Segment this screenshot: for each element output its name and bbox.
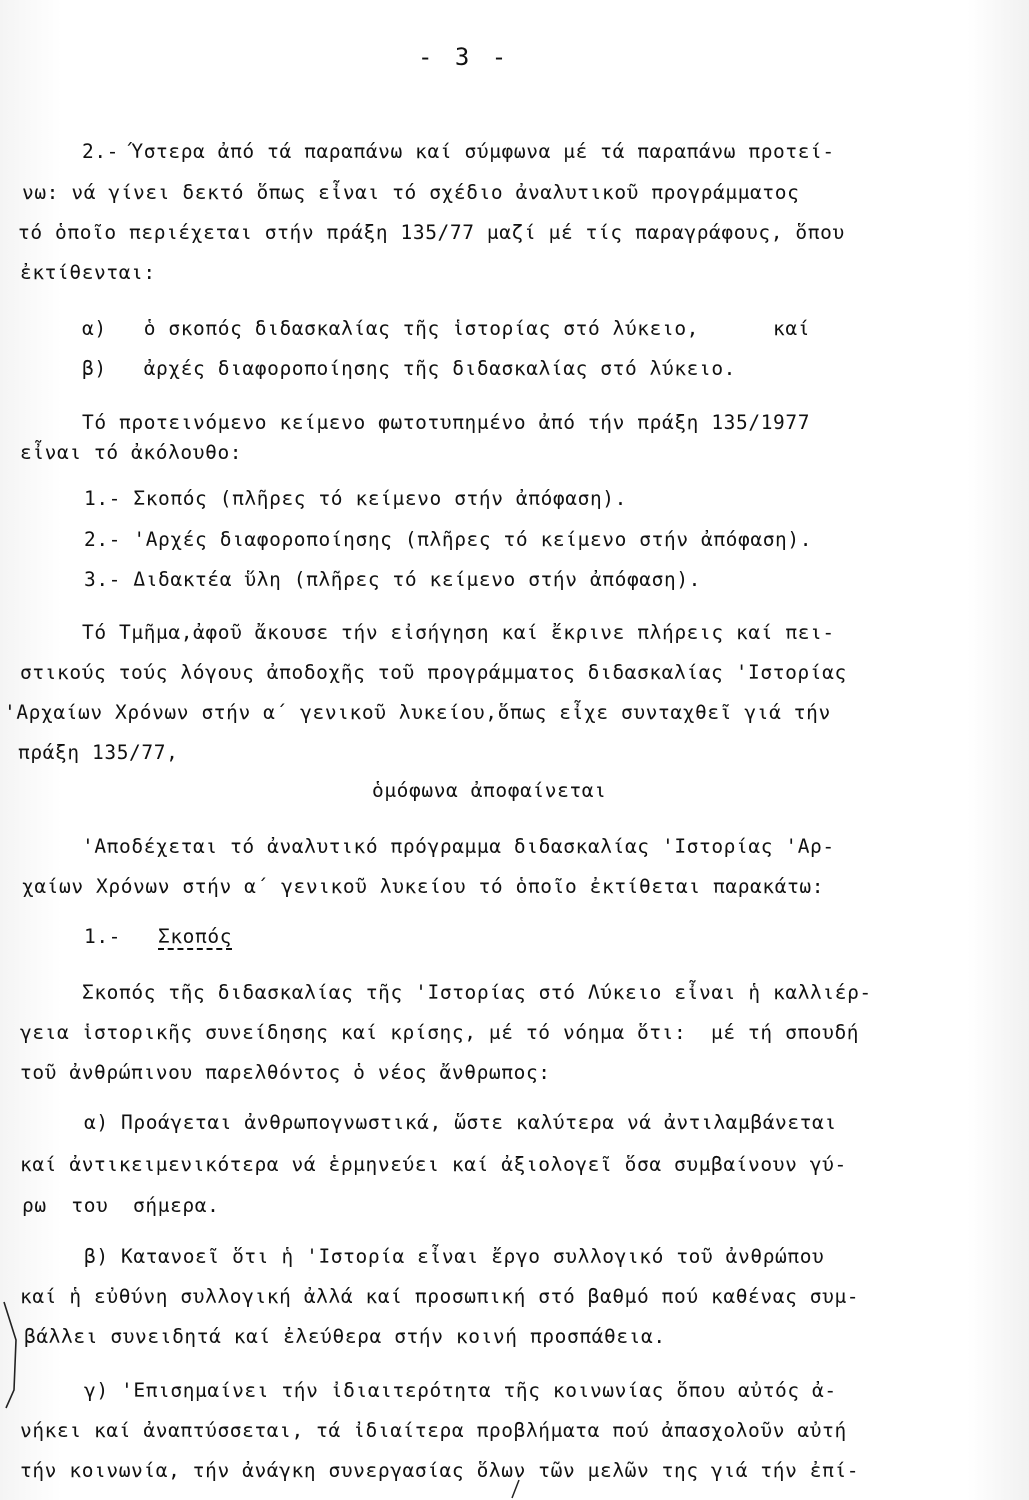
text-line: Τό προτεινόμενο κείμενο φωτοτυπημένο ἀπό τήν πράξη 135/1977 bbox=[82, 411, 811, 434]
text-line: πράξη 135/77, bbox=[18, 741, 179, 764]
text-line: 2.- Ύστερα ἀπό τά παραπάνω καί σύμφωνα μέ τά παραπάνω προτεί- bbox=[82, 140, 835, 163]
text-line: καί ἡ εὐθύνη συλλογική ἀλλά καί προσωπική στό βαθμό πού καθένας συμ- bbox=[20, 1285, 860, 1308]
text-line: Σκοπός τῆς διδασκαλίας τῆς 'Ιστορίας στό Λύκειο εἶναι ἡ καλλιέρ- bbox=[82, 981, 872, 1004]
list-item: β) Κατανοεῖ ὅτι ἡ 'Ιστορία εἶναι ἔργο συλλογικό τοῦ ἀνθρώπου bbox=[84, 1245, 825, 1268]
text-line: νήκει καί ἀναπτύσσεται, τά ἰδιαίτερα προβλήματα πού ἀπασχολοῦν αὐτή bbox=[20, 1419, 847, 1442]
list-item: 3.- Διδακτέα ὕλη (πλῆρες τό κείμενο στήν ἀπόφαση). bbox=[84, 568, 701, 591]
text-line: στικούς τούς λόγους ἀποδοχῆς τοῦ προγράμματος διδασκαλίας 'Ιστορίας bbox=[20, 661, 847, 684]
text-line: βάλλει συνειδητά καί ἐλεύθερα στήν κοινή προσπάθεια. bbox=[24, 1325, 666, 1348]
text-line: τό ὁποῖο περιέχεται στήν πράξη 135/77 μαζί μέ τίς παραγράφους, ὅπου bbox=[18, 221, 845, 244]
section-number: 1.- bbox=[84, 925, 134, 948]
list-item: γ) 'Επισημαίνει τήν ἰδιαιτερότητα τῆς κοινωνίας ὅπου αὐτός ἀ- bbox=[84, 1379, 837, 1402]
margin-bracket-mark bbox=[2, 1300, 20, 1410]
text-line: Τό Τμῆμα,ἀφοῦ ἄκουσε τήν εἰσήγηση καί ἔκρινε πλήρεις καί πει- bbox=[82, 621, 835, 644]
text-line: τήν κοινωνία, τήν ἀνάγκη συνεργασίας ὅλων τῶν μελῶν της γιά τήν ἐπί- bbox=[20, 1459, 860, 1482]
text-line: 'Αρχαίων Χρόνων στήν α΄ γενικοῦ λυκείου,ὅπως εἶχε συνταχθεῖ γιά τήν bbox=[4, 701, 831, 724]
section-heading: Σκοπός bbox=[158, 925, 233, 948]
text-line: καί ἀντικειμενικότερα νά ἑρμηνεύει καί ἀξιολογεῖ ὅσα συμβαίνουν γύ- bbox=[20, 1153, 847, 1176]
text-line: χαίων Χρόνων στήν α΄ γενικοῦ λυκείου τό ὁποῖο ἐκτίθεται παρακάτω: bbox=[22, 875, 825, 898]
text-line: ἐκτίθενται: bbox=[20, 261, 156, 284]
list-item: α) Προάγεται ἀνθρωπογνωστικά, ὥστε καλύτερα νά ἀντιλαμβάνεται bbox=[84, 1111, 837, 1134]
list-item: α) ὁ σκοπός διδασκαλίας τῆς ἱστορίας στό λύκειο, καί bbox=[82, 317, 811, 340]
page-number: - 3 - bbox=[418, 43, 511, 71]
text-line: νω: νά γίνει δεκτό ὅπως εἶναι τό σχέδιο ἀναλυτικοῦ προγράμματος bbox=[22, 181, 800, 204]
text-line: γεια ἱστορικῆς συνείδησης καί κρίσης, μέ τό νόημα ὅτι: μέ τή σπουδή bbox=[20, 1021, 860, 1044]
text-line: τοῦ ἀνθρώπινου παρελθόντος ὁ νέος ἄνθρωπος: bbox=[20, 1061, 551, 1084]
list-item: 1.- Σκοπός (πλῆρες τό κείμενο στήν ἀπόφαση). bbox=[84, 487, 627, 510]
list-item: 2.- 'Αρχές διαφοροποίησης (πλῆρες τό κείμενο στήν ἀπόφαση). bbox=[84, 528, 813, 551]
text-line: 'Αποδέχεται τό ἀναλυτικό πρόγραμμα διδασκαλίας 'Ιστορίας 'Αρ- bbox=[82, 835, 835, 858]
pen-stroke-mark bbox=[508, 1478, 522, 1500]
decision-heading: ὁμόφωνα ἀποφαίνεται bbox=[372, 779, 607, 802]
list-item: β) ἀρχές διαφοροποίησης τῆς διδασκαλίας στό λύκειο. bbox=[82, 357, 737, 380]
text-line: εἶναι τό ἀκόλουθο: bbox=[20, 441, 243, 464]
text-line: ρω του σήμερα. bbox=[22, 1194, 220, 1217]
